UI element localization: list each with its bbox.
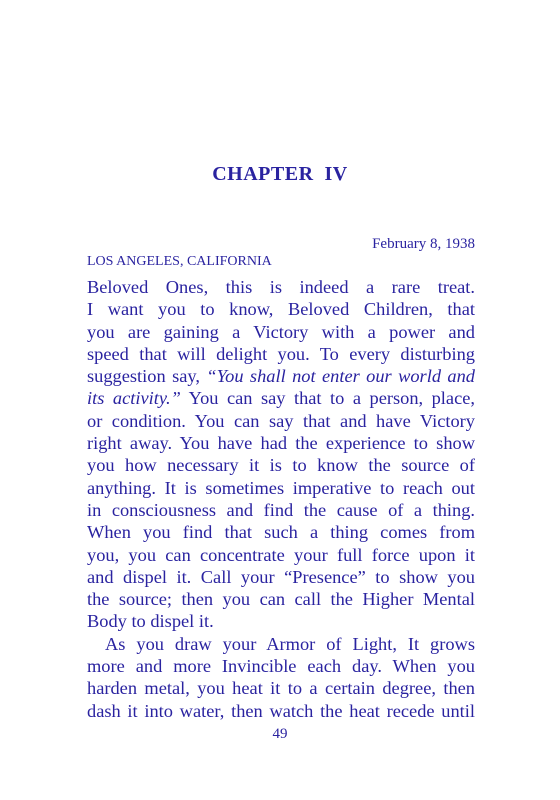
text-line: more and more Invincible each day. When you: [87, 656, 475, 677]
text-line: or condition. You can say that and have Victory: [87, 410, 475, 431]
text-line: you, you can concentrate your full force upon it: [87, 544, 475, 565]
text-line-rest: You can say that to a person, place,: [180, 388, 476, 409]
chapter-title: CHAPTER IV: [212, 163, 348, 185]
text-line: the source; then you can call the Higher Mental: [87, 589, 475, 610]
text-line: I want you to know, Beloved Children, that: [87, 299, 475, 320]
text-line: right away. You have had the experience to show: [87, 433, 475, 454]
text-line: you are gaining a Victory with a power and: [87, 321, 475, 342]
text-line: and dispel it. Call your “Presence” to show you: [87, 566, 475, 587]
text-line: Beloved Ones, this is indeed a rare treat.: [87, 277, 475, 297]
text-line: speed that will delight you. To every disturbing: [87, 343, 475, 364]
text-line: As you draw your Armor of Light, It grows: [105, 633, 475, 654]
body-text: [87, 276, 475, 722]
text-line: harden metal, you heat it to a certain degree, then: [87, 678, 475, 699]
dateline: February 8, 1938: [372, 236, 475, 252]
text-line: [87, 387, 475, 409]
page-number: 49: [272, 726, 288, 742]
text-line: anything. It is sometimes imperative to reach out: [87, 477, 475, 498]
italic-quote: its activity.”: [87, 388, 181, 409]
text-line-lead: suggestion say,: [87, 366, 207, 387]
text-line: dash it into water, then watch the heat recede until: [87, 700, 475, 721]
italic-quote: “You shall not enter our world and: [206, 366, 475, 387]
text-line: Body to dispel it.: [87, 611, 214, 632]
text-line: in consciousness and find the cause of a thing.: [87, 499, 475, 520]
location-line: LOS ANGELES, CALIFORNIA: [87, 254, 272, 269]
text-line: When you find that such a thing comes from: [87, 522, 475, 543]
text-line: you how necessary it is to know the source of: [87, 455, 475, 476]
text-line: [87, 365, 475, 387]
